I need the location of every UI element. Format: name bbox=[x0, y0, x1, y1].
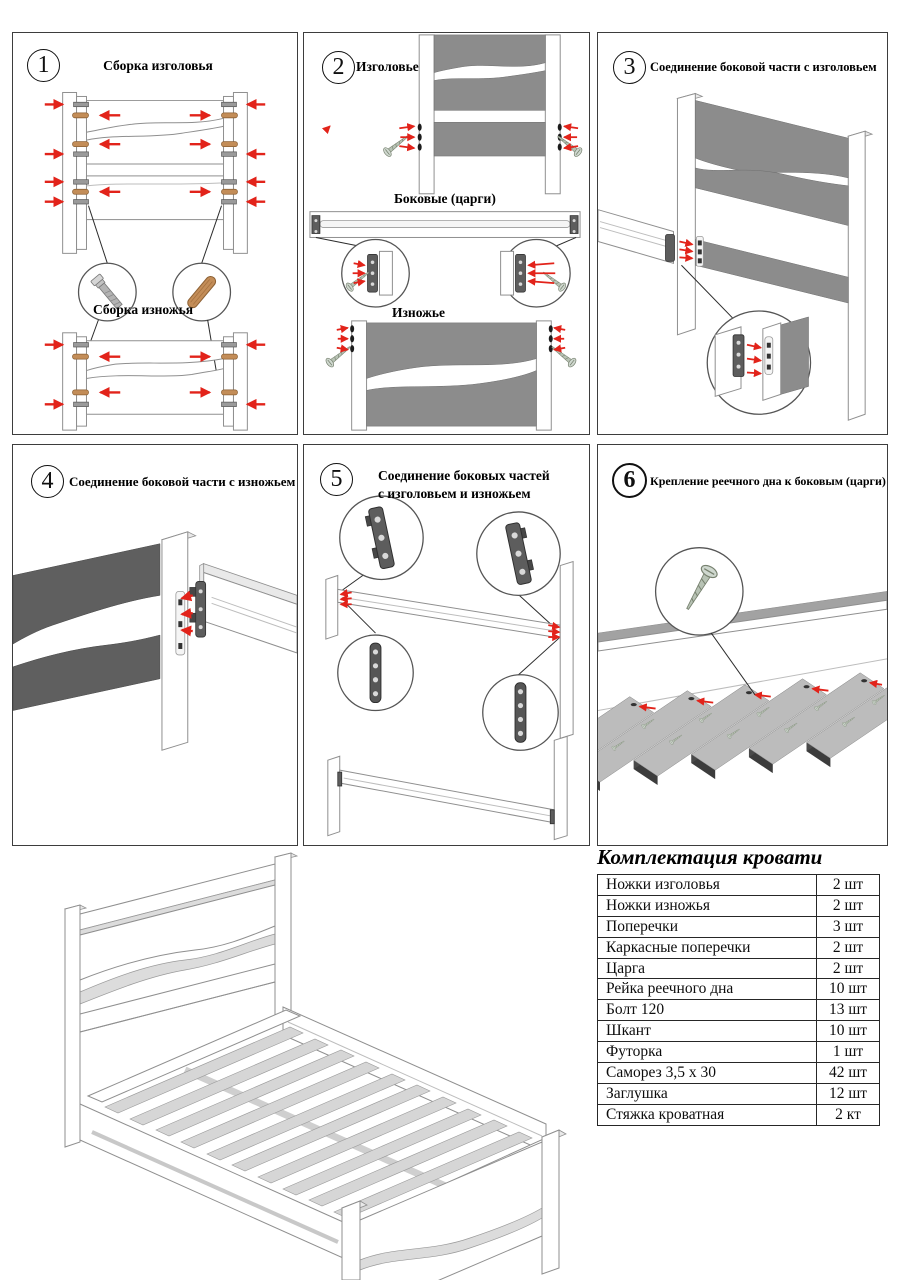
panel3-title: Соединение боковой части с изголовьем bbox=[650, 60, 877, 74]
step-panel-1 bbox=[12, 32, 298, 435]
part-name: Поперечки bbox=[598, 916, 817, 937]
lower-rail-assembly bbox=[328, 736, 567, 839]
panel5-diagram bbox=[304, 445, 589, 845]
plate-detail-circle bbox=[338, 635, 413, 710]
part-name: Саморез 3,5 х 30 bbox=[598, 1063, 817, 1084]
panel3-diagram bbox=[598, 33, 887, 434]
step-panel-6 bbox=[597, 444, 888, 846]
screw-icon bbox=[549, 343, 577, 368]
table-row bbox=[598, 1083, 880, 1104]
step-number-6: 6 bbox=[612, 463, 647, 498]
bracket-detail-circle bbox=[477, 512, 560, 595]
parts-table bbox=[597, 874, 880, 1126]
part-name: Царга bbox=[598, 958, 817, 979]
step-number-3: 3 bbox=[613, 51, 646, 84]
bracket-detail-circle bbox=[707, 311, 810, 414]
plate-detail-circle bbox=[483, 675, 558, 750]
step-panel-4 bbox=[12, 444, 298, 846]
part-name: Стяжка кроватная bbox=[598, 1104, 817, 1125]
label-footboard: Изножье bbox=[392, 305, 446, 320]
panel6-diagram bbox=[598, 445, 887, 845]
part-qty: 2 шт bbox=[817, 875, 880, 896]
panel6-title: Крепление реечного дна к боковым (царги) bbox=[650, 474, 886, 488]
part-qty: 10 шт bbox=[817, 979, 880, 1000]
screw-icon bbox=[324, 343, 352, 368]
assembled-bed-drawing bbox=[30, 852, 590, 1280]
table-row bbox=[598, 1042, 880, 1063]
panel1-title-footboard: Сборка изножья bbox=[93, 302, 194, 317]
step-number-4: 4 bbox=[31, 465, 64, 498]
table-row bbox=[598, 895, 880, 916]
part-name: Рейка реечного дна bbox=[598, 979, 817, 1000]
side-rail-isometric bbox=[190, 564, 297, 653]
footboard-front-view bbox=[324, 321, 577, 430]
part-qty: 2 шт bbox=[817, 895, 880, 916]
panel1-diagram bbox=[13, 33, 297, 434]
table-row bbox=[598, 875, 880, 896]
part-name: Футорка bbox=[598, 1042, 817, 1063]
panel4-diagram bbox=[13, 445, 297, 845]
part-name: Ножки изголовья bbox=[598, 875, 817, 896]
part-name: Шкант bbox=[598, 1021, 817, 1042]
label-side-rails: Боковые (царги) bbox=[394, 191, 496, 206]
step-panel-2 bbox=[303, 32, 590, 435]
part-qty: 10 шт bbox=[817, 1021, 880, 1042]
table-row bbox=[598, 937, 880, 958]
panel5-title-line2: с изголовьем и изножьем bbox=[378, 486, 531, 501]
step-number-2: 2 bbox=[322, 51, 355, 84]
part-qty: 13 шт bbox=[817, 1000, 880, 1021]
parts-table-title: Комплектация кровати bbox=[597, 845, 823, 869]
part-qty: 2 шт bbox=[817, 937, 880, 958]
step-panel-5 bbox=[303, 444, 590, 846]
part-name: Каркасные поперечки bbox=[598, 937, 817, 958]
table-row bbox=[598, 979, 880, 1000]
part-name: Ножки изножья bbox=[598, 895, 817, 916]
table-row bbox=[598, 1000, 880, 1021]
parts-table-body bbox=[598, 875, 880, 1126]
footboard-isometric bbox=[13, 532, 196, 750]
part-qty: 42 шт bbox=[817, 1063, 880, 1084]
panel2-diagram bbox=[304, 33, 589, 434]
part-qty: 3 шт bbox=[817, 916, 880, 937]
table-row bbox=[598, 1063, 880, 1084]
side-rail-view bbox=[310, 212, 580, 307]
label-headboard: Изголовье bbox=[356, 59, 419, 74]
part-name: Заглушка bbox=[598, 1083, 817, 1104]
table-row bbox=[598, 1104, 880, 1125]
part-qty: 2 кт bbox=[817, 1104, 880, 1125]
part-qty: 12 шт bbox=[817, 1083, 880, 1104]
slats-isometric bbox=[598, 667, 887, 797]
panel5-title-line1: Соединение боковых частей bbox=[378, 468, 550, 483]
part-qty: 2 шт bbox=[817, 958, 880, 979]
plate-icon bbox=[370, 643, 381, 703]
panel1-title-headboard: Сборка изголовья bbox=[103, 58, 213, 73]
part-name: Болт 120 bbox=[598, 1000, 817, 1021]
step-number-5: 5 bbox=[320, 463, 353, 496]
plate-icon bbox=[515, 683, 526, 743]
footboard-assembly-diagram bbox=[45, 333, 265, 430]
panel4-title: Соединение боковой части с изножьем bbox=[69, 474, 296, 489]
table-row bbox=[598, 916, 880, 937]
step-panel-3 bbox=[597, 32, 888, 435]
part-qty: 1 шт bbox=[817, 1042, 880, 1063]
table-row bbox=[598, 1021, 880, 1042]
table-row bbox=[598, 958, 880, 979]
bracket-detail-circle bbox=[340, 496, 423, 579]
step-number-1: 1 bbox=[27, 49, 60, 82]
